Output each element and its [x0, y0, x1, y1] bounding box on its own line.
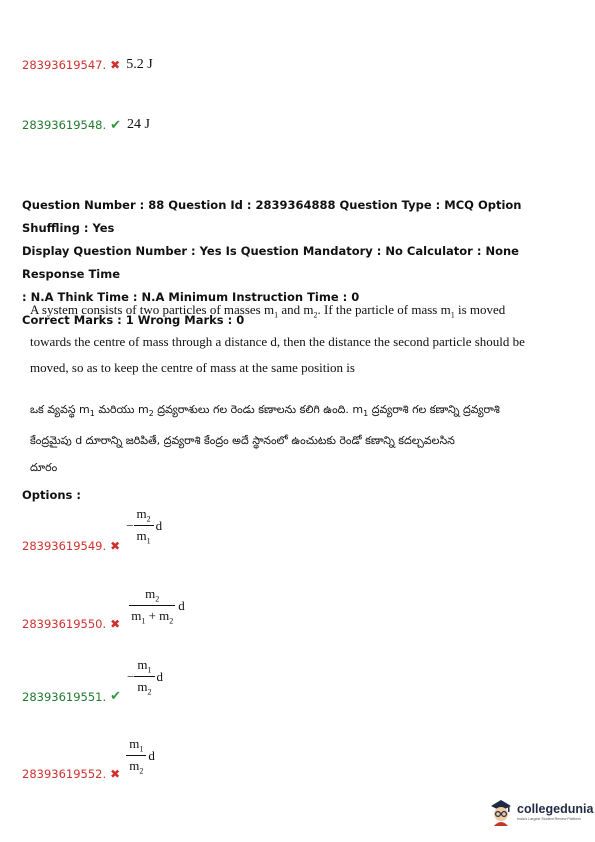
wrong-mark-icon: ✖	[110, 767, 121, 782]
option-id: 28393619547.	[22, 58, 107, 72]
prev-option-2	[22, 117, 150, 133]
question-en-line-3: moved, so as to keep the centre of mass at the same position is	[30, 359, 355, 375]
option-text: 24 J	[127, 117, 150, 132]
option-formula	[128, 586, 185, 625]
prev-option-1	[22, 57, 153, 73]
minus-sign: −	[126, 517, 134, 533]
option-formula	[126, 736, 155, 775]
options-label: Options :	[22, 488, 81, 502]
minus-sign: −	[127, 668, 135, 684]
option-id: 28393619551.	[22, 689, 107, 704]
variable-d: d	[178, 597, 185, 613]
variable-d: d	[148, 747, 155, 763]
wrong-mark-icon: ✖	[110, 617, 121, 632]
question-text-english	[30, 297, 570, 381]
question-te-line-1: ఒక వ్యవస్థ $m_1$ మరియు $m_2$ ద్రవ్యరాశులు గల రెండు కణాలను కలిగి ఉంది. $m_1$ ద్రవ్యరాశి గల కణాన్ని ద్రవ్యరాశి	[30, 403, 500, 419]
option-formula	[126, 506, 162, 545]
marks-line: Correct Marks : 1 Wrong Marks : 0	[22, 313, 245, 327]
meta-line-1: Question Number : 88 Question Id : 2839364888 Question Type : MCQ Option Shuffling : Yes	[22, 198, 522, 235]
question-en-line-2: towards the centre of mass through a distance d, then the distance the second particle should be	[30, 333, 525, 349]
option-1	[22, 506, 163, 555]
question-te-line-2: కేంద్రమైపు d దూరాన్ని జరిపితే, ద్రవ్యరాశి కేంద్రం అదే స్థానంలో ఉంచుటకు రెండో కణాన్ని కదల్చవలసిన	[30, 434, 455, 448]
fraction: $\frac{m_2}{m_1 + m_2}$	[128, 586, 176, 625]
question-text-telugu	[30, 396, 570, 481]
wrong-mark-icon: ✖	[110, 58, 121, 72]
meta-line-2: Display Question Number : Yes Is Question Mandatory : No Calculator : None Response Time	[22, 244, 519, 281]
correct-mark-icon: ✔	[110, 689, 122, 705]
option-4	[22, 736, 155, 783]
logo-name: collegedunia	[517, 801, 594, 816]
student-mascot-icon	[488, 797, 514, 827]
correct-mark-icon: ✔	[110, 117, 122, 133]
question-te-line-3: దూరం	[30, 461, 58, 475]
option-3	[22, 657, 164, 706]
option-id: 28393619550.	[22, 617, 107, 632]
option-text: 5.2 J	[126, 57, 153, 72]
wrong-mark-icon: ✖	[110, 539, 121, 554]
meta-line-3: : N.A Think Time : N.A Minimum Instruction Time : 0	[22, 290, 360, 304]
fraction: $\frac{m_1}{m_2}$	[134, 657, 154, 696]
logo-tagline: India's Largest Student Review Platform	[517, 816, 581, 821]
option-2	[22, 586, 185, 633]
collegedunia-logo	[488, 797, 593, 827]
option-formula	[127, 657, 163, 696]
option-id: 28393619549.	[22, 539, 107, 554]
variable-d: d	[155, 517, 163, 533]
option-id: 28393619552.	[22, 767, 107, 782]
option-id: 28393619548.	[22, 118, 107, 132]
fraction: $\frac{m_2}{m_1}$	[134, 506, 154, 545]
fraction: $\frac{m_1}{m_2}$	[126, 736, 146, 775]
question-en-line-1: A system consists of two particles of masses $m_1$ and $m_2$. If the particle of mass $m_1$ is moved	[30, 302, 506, 320]
variable-d: d	[156, 668, 164, 684]
